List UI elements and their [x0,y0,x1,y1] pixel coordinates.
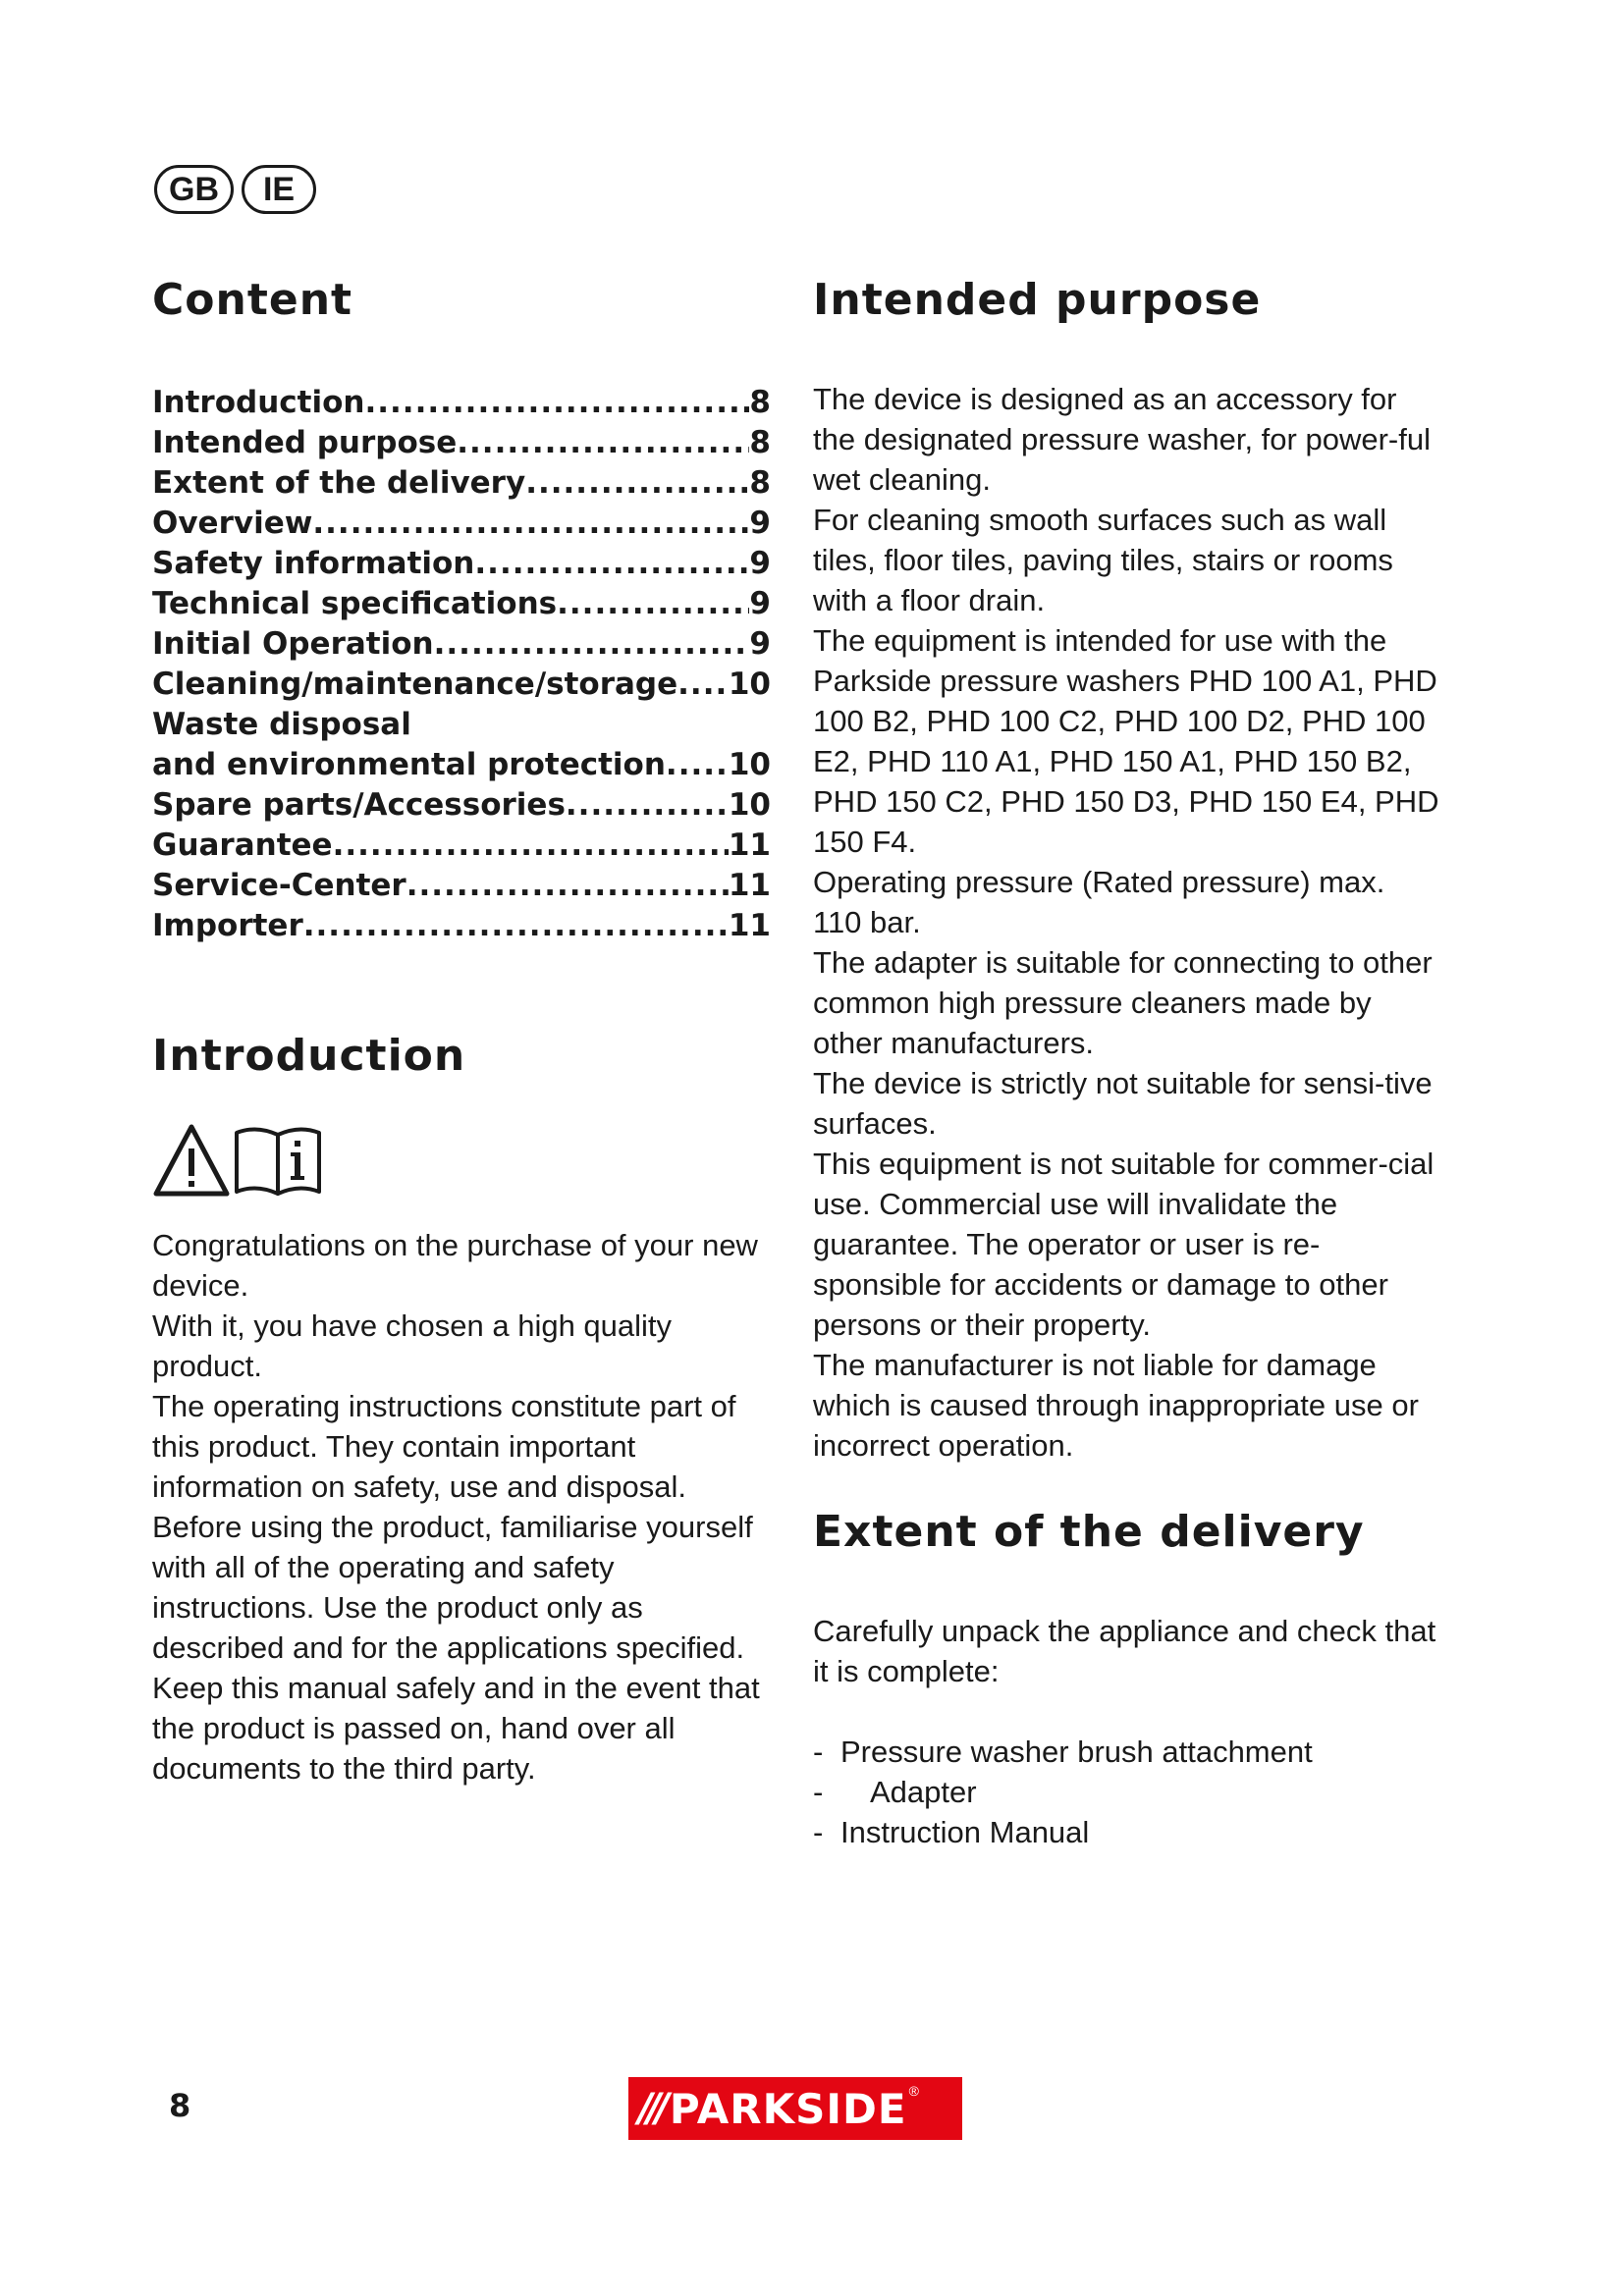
intended-purpose-paragraph: For cleaning smooth surfaces such as wall tiles, floor tiles, paving tiles, stairs or rooms with a floor drain. [813,503,1393,617]
toc-entry-service-center[interactable]: Service-Center ..... 11 [152,866,771,906]
toc-entry-safety-information[interactable]: Safety information ..... 9 [152,544,771,584]
introduction-paragraph: Congratulations on the purchase of your new device. [152,1228,758,1303]
introduction-paragraph: With it, you have chosen a high quality product. [152,1308,673,1383]
logo-registered-mark: ® [908,2083,919,2099]
logo-slashes: /// [638,2086,664,2131]
intended-purpose-paragraph: This equipment is not suitable for commer-cial use. Commercial use will invalidate the guarantee. The operator or user is re-sponsible for accidents or damage to other persons or their property. [813,1147,1435,1342]
intended-purpose-paragraph: The device is strictly not suitable for sensi-tive surfaces. [813,1066,1433,1141]
table-of-contents [152,383,771,946]
introduction-text [152,1225,771,1789]
parkside-logo [628,2077,962,2140]
logo-brand-name: PARKSIDE [669,2084,907,2133]
toc-entry-introduction[interactable]: Introduction ..... 8 [152,383,771,423]
toc-entry-waste-disposal[interactable]: Waste disposal [152,707,411,742]
introduction-paragraph: Keep this manual safely and in the event that the product is passed on, hand over all documents to the third party. [152,1671,760,1786]
intended-purpose-paragraph: The manufacturer is not liable for damage which is caused through inappropriate use or incorrect operation. [813,1348,1419,1463]
extent-of-delivery-intro: Carefully unpack the appliance and check that it is complete: [813,1614,1436,1688]
content-heading: Content [152,275,353,325]
country-badges [154,165,316,214]
toc-entry-initial-operation[interactable]: Initial Operation ..... 9 [152,624,771,665]
intended-purpose-heading: Intended purpose [813,275,1262,325]
intended-purpose-paragraph: The adapter is suitable for connecting to other common high pressure cleaners made by other manufacturers. [813,945,1433,1060]
intended-purpose-paragraph: The device is designed as an accessory for the designated pressure washer, for power-ful wet cleaning. [813,382,1431,497]
toc-entry-importer[interactable]: Importer ..... 11 [152,906,771,946]
toc-entry-technical-specifications[interactable]: Technical specifications ..... 9 [152,584,771,624]
delivery-list [813,1732,1441,1852]
country-badge-gb: GB [154,165,234,214]
introduction-paragraph: The operating instructions constitute part of this product. They contain important information on safety, use and disposal. Before using the product, familiarise yourself with all of the operating and safety instructions. Use the product only as described and for the applications specified. [152,1389,753,1665]
toc-entry-environmental-protection[interactable]: and environmental protection ..... 10 [152,745,771,785]
list-item: - Adapter [813,1775,977,1809]
toc-entry-overview[interactable]: Overview ..... 9 [152,504,771,544]
list-item: - Pressure washer brush attachment [813,1735,1313,1769]
toc-entry-extent-of-delivery[interactable]: Extent of the delivery ..... 8 [152,463,771,504]
introduction-heading: Introduction [152,1031,466,1081]
list-item: - Instruction Manual [813,1815,1090,1849]
intended-purpose-text [813,379,1441,1466]
toc-entry-cleaning[interactable]: Cleaning/maintenance/storage ..... 10 [152,665,771,705]
extent-of-delivery-heading: Extent of the delivery [813,1507,1365,1557]
page-number: 8 [169,2087,191,2124]
toc-entry-guarantee[interactable]: Guarantee ..... 11 [152,826,771,866]
introduction-icons [152,1121,771,1200]
warning-triangle-icon [152,1123,231,1198]
read-manual-icon [233,1123,323,1198]
country-badge-ie: IE [242,165,316,214]
intended-purpose-paragraph: Operating pressure (Rated pressure) max. 110 bar. [813,865,1385,939]
left-column [152,271,771,1789]
right-column [813,271,1441,1868]
toc-entry-intended-purpose[interactable]: Intended purpose ..... 8 [152,423,771,463]
toc-entry-spare-parts[interactable]: Spare parts/Accessories ..... 10 [152,785,771,826]
intended-purpose-paragraph: The equipment is intended for use with the Parkside pressure washers PHD 100 A1, PHD 100 B2, PHD 100 C2, PHD 100 D2, PHD 100 E2, PHD 110 A1, PHD 150 A1, PHD 150 B2, PHD 150 C2, PHD 150 D3, PHD 150 E4, PHD 150 F4. [813,623,1439,859]
